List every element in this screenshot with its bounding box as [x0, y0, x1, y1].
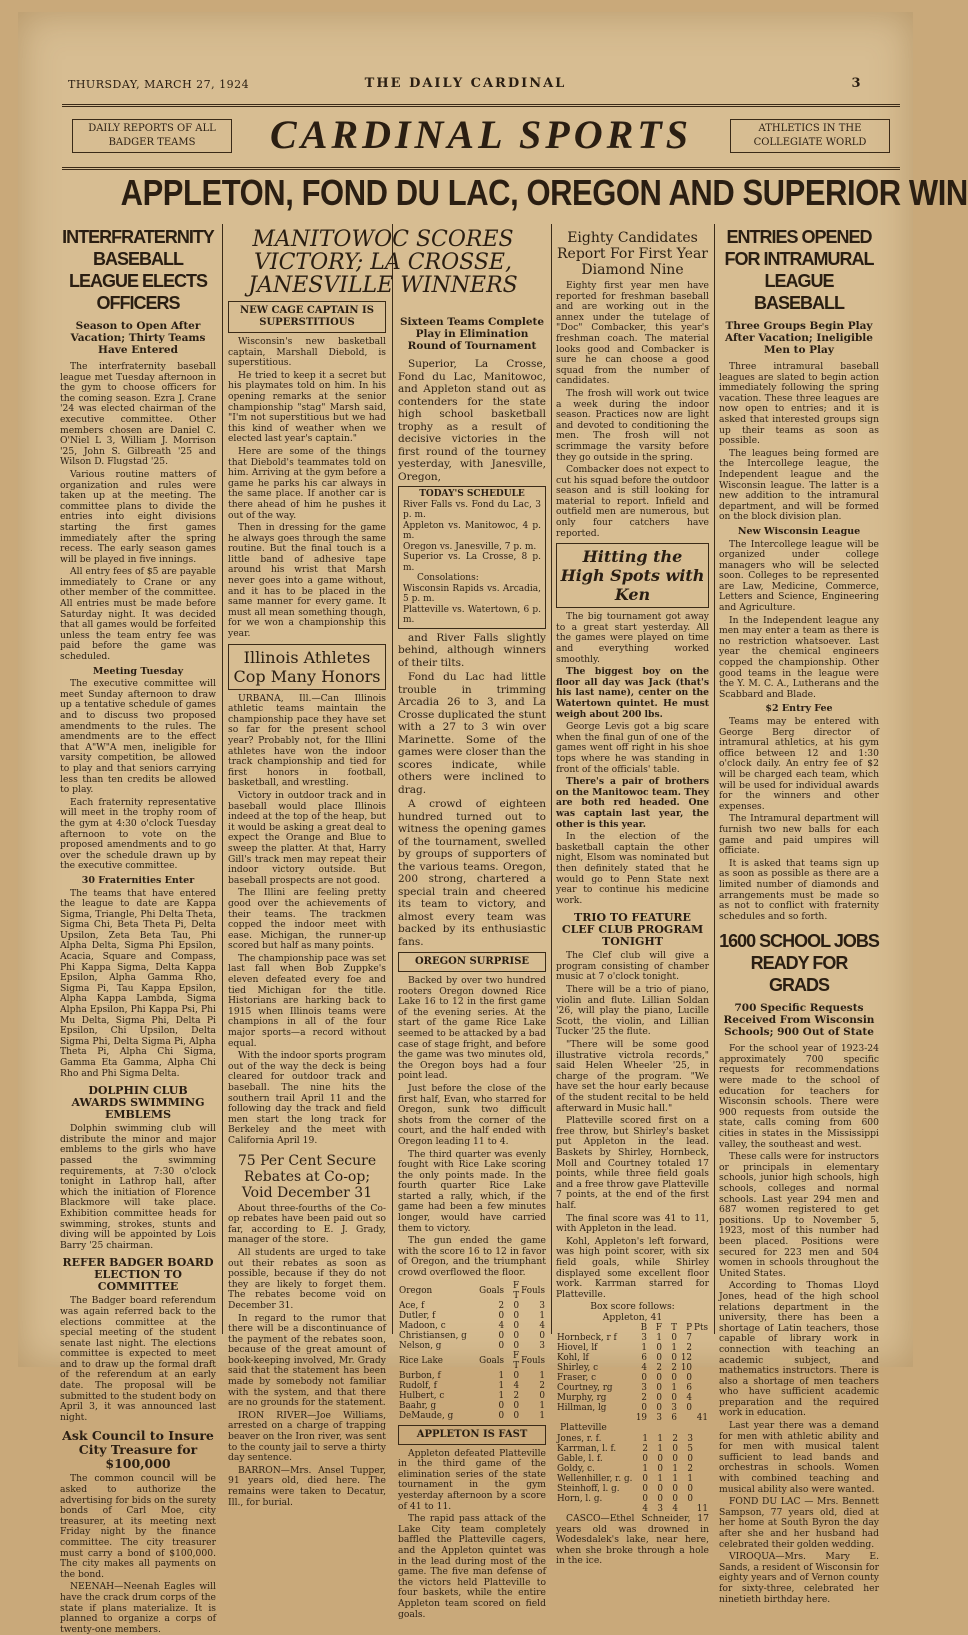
- column-1: [60, 224, 216, 1635]
- paragraph: Victory in outdoor track and in baseball would place Illinois indeed at the top of the heap, but it would be asking a great deal to expect the Orange and Blue to sweep the platter. At that, Harry Gill's track men may repeat their indoor victory outside. But baseball prospects are not good.: [228, 789, 386, 886]
- masthead-title: CARDINAL SPORTS: [270, 112, 692, 157]
- paragraph: Kohl, Appleton's left forward, was high point scorer, with six field goals, while Shirley displayed some excellent floor work. Karrman starred for Platteville.: [556, 1235, 709, 1300]
- box-score-row: Nelson, g 0 0 3: [399, 1340, 545, 1351]
- paragraph: The biggest boy on the floor all day was Jack (that's his last name), center on the Watertown quintet. He must weigh about 200 lbs.: [556, 666, 709, 720]
- paragraph: The championship pace was set last fall when Bob Zuppke's eleven defeated every foe and tied Michigan for the title. Historians are harking back to 1915 when Illinois teams were champions in all of the four major sports—a record without equal.: [228, 952, 386, 1049]
- subhead: $2 Entry Fee: [765, 703, 833, 715]
- paragraph: The final score was 41 to 11, with Appleton in the lead.: [556, 1212, 709, 1235]
- folio-date: THURSDAY, MARCH 27, 1924: [68, 78, 250, 91]
- box-score-row: Burbon, f 1 0 1: [399, 1370, 545, 1381]
- box-score-row: Horn, l. g. 0 0 0 0: [557, 1494, 693, 1505]
- box-score-row: Rudolf, f 1 4 2: [399, 1380, 545, 1391]
- box-score-total: 19 3 6 41: [635, 1413, 708, 1424]
- paragraph: In the Independent league any men may enter a team as there is no restriction whatsoever. Last year the chemical engineers copped the championship. Other good teams in the league were the Y. M. C. A., Lutherans and the Scabbard and Blade.: [719, 614, 879, 700]
- paragraph: Teams may be entered with George Berg director of intramural athletics, at his gym office between 12 and 1:30 o'clock daily. An entry fee of $2 will be charged each team, which will be used for individual awards for the winners and other expenses.: [719, 716, 879, 812]
- box-score-header: Oregon Goals F T Fouls: [399, 1280, 545, 1301]
- box-score-row: Wellenhiller, r. g. 0 1 1 1: [557, 1474, 693, 1485]
- paragraph: The third quarter was evenly fought with Rice Lake scoring the only points made. In the fourth quarter Rice Lake started a rally, which, if the game had been a few minutes longer, would have carried them to victory.: [398, 1148, 546, 1234]
- headline-co-op-rebates: 75 Per Cent Secure Rebates at Co-op; Void December 31: [237, 1152, 377, 1201]
- paragraph: NEENAH—Neenah Eagles will have the crack drum corps of the state if plans materialize. It is planned to organize a corps of twenty-one members.: [60, 1581, 216, 1635]
- paragraph: Backed by over two hundred rooters Oregon downed Rice Lake 16 to 12 in the first game of the evening series. At the start of the game Rice Lake seemed to be attacked by a bad case of stage fright, and before the game was two minutes old, the Oregon boys had a four point lead.: [398, 975, 546, 1082]
- paragraph: FOND DU LAC — Mrs. Bennett Sampson, 77 years old, died at her home at South Byron the day after she and her husband had celebrated their golden wedding.: [719, 1496, 879, 1550]
- folio-paper-name: THE DAILY CARDINAL: [364, 76, 567, 91]
- column-rule: [714, 224, 715, 1334]
- paragraph: Appleton defeated Platteville in the third game of the elimination series of the state tournament in the gym yesterday afternoon by a score of 41 to 11.: [398, 1447, 546, 1512]
- oregon-box-score: [398, 1281, 546, 1421]
- folio-page-number: 3: [851, 76, 861, 91]
- box-oregon-surprise: OREGON SURPRISE: [398, 952, 546, 972]
- paragraph: CASCO—Ethel Schneider, 17 years old was drowned in Wodesdalek's lake, near here, when she broke through a hole in the ice.: [556, 1513, 709, 1567]
- platteville-box-title: Platteville: [560, 1422, 607, 1434]
- column-3: [398, 312, 546, 1620]
- paragraph: The Intercollege league will be organized under college managers who will be selected soon. Colleges to be represented are Law, Medicine, Commerce, Letters and Science, Engineering and Agriculture.: [719, 538, 879, 614]
- box-score-row: Hornbeck, r f 3 1 0 7: [557, 1333, 693, 1344]
- box-illinois-athletes: Illinois Athletes Cop Many Honors: [228, 644, 386, 690]
- column-5: [719, 224, 879, 1605]
- schedule-title: TODAY'S SCHEDULE: [419, 489, 525, 499]
- deck-intramural: Three Groups Begin Play After Vacation; Ineligible Men to Play: [725, 320, 873, 356]
- box-score-row: Gable, l. f. 0 0 0 0: [557, 1454, 693, 1465]
- headline-manitowoc: MANITOWOC SCORES VICTORY; LA CROSSE, JANESVILLE WINNERS: [248, 227, 518, 298]
- box-score-row: Murphy, rg 2 0 0 4: [557, 1393, 693, 1404]
- headline-school-jobs: 1600 SCHOOL JOBS READY FOR GRADS: [719, 931, 879, 996]
- paragraph: The teams that have entered the league to date are Kappa Sigma, Triangle, Phi Delta Theta, Sigma Chi, Beta Theta Pi, Delta Upsilon, Zeta Beta Tau, Phi Alpha Delta, Sigma Phi Epsilon, Acacia, Square and Compass, Phi Kappa Sigma, Delta Kappa Epsilon, Alpha Gamma Rho, Sigma Pi, Tau Kappa Epsilon, Alpha Kappa Lambda, Sigma Alpha Epsilon, Phi Kappa Psi, Phi Mu Delta, Sigma Phi, Delta Pi Epsilon, Chi Upsilon, Delta Sigma Phi, Delta Sigma Pi, Alpha Theta Pi, Alpha Chi Sigma, Gamma Eta Gamma, Alpha Chi Rho and Phi Sigma Delta.: [60, 887, 216, 1079]
- paragraph: The Clef club will give a program consisting of chamber music at 7 o'clock tonight.: [556, 950, 709, 983]
- column-4: [556, 224, 709, 1567]
- masthead: [62, 104, 900, 170]
- paragraph: Fond du Lac had little trouble in trimming Arcadia 26 to 3, and La Crosse duplicated the stunt with a 27 to 3 win over Marinette. Some of the games were closer than the scores indicate, while others were inclined to drag.: [398, 671, 546, 796]
- schedule-line: Superior vs. La Crosse, 8 p. m.: [403, 552, 541, 573]
- paragraph: Eighty first year men have reported for freshman baseball and are working out in the annex under the tutelage of "Doc" Combacker, this year's freshman coach. The material looks good and Combacker is sure he can choose a good squad from the number of candidates.: [556, 280, 709, 387]
- todays-schedule-box: [398, 486, 546, 629]
- paragraph: Last year there was a demand for men with athletic ability and for men with musical talent sufficient to lead bands and orchestras in schools. Women with combined teaching and musical ability also were wanted.: [719, 1420, 879, 1495]
- box-score-row: Goldy, c. 1 0 1 2: [557, 1464, 693, 1475]
- paragraph: According to Thomas Lloyd Jones, head of the high school relations department in the university, there has been a shortage of Latin teachers, those capable of library work in connection with teaching an academic subject, and mathematics instructors. There is also a shortage of men teachers who have sufficient academic preparation and the required work in education.: [719, 1280, 879, 1419]
- box-score-row: Dutler, f 0 0 1: [399, 1310, 545, 1321]
- deck-interfraternity: Season to Open After Vacation; Thirty Teams Have Entered: [70, 320, 206, 356]
- paragraph: In the election of the basketball captain the other night, Elsom was nominated but then definitely stated that he would go to Penn State next year to continue his medicine work.: [556, 831, 709, 906]
- paragraph: The gun ended the game with the score 16 to 12 in favor of Oregon, and the triumphant crowd overflowed the floor.: [398, 1235, 546, 1279]
- paragraph: All students are urged to take out their rebates as soon as possible, because if they do not they are likely to forget them. The rebates become void on December 31.: [228, 1246, 386, 1311]
- deck-sixteen-teams: Sixteen Teams Complete Play in Elimination Round of Tournament: [399, 316, 545, 352]
- box-score-row: Madoon, c 4 0 4: [399, 1320, 545, 1331]
- paragraph: The common council will be asked to authorize the advertising for bids on the surety bonds of Carl Moe, city treasurer, at its meeting next Friday night by the finance committee. The city treasurer must carry a bond of $100,000. The city makes all payments on the bond.: [60, 1473, 216, 1580]
- subhead: Meeting Tuesday: [92, 665, 184, 677]
- box-score-row: Courtney, rg 3 0 1 6: [557, 1383, 693, 1394]
- box-appleton-fast: APPLETON IS FAST: [398, 1425, 546, 1445]
- paragraph: With the indoor sports program out of the way the deck is being cleared for outdoor track and baseball. The nine hits the southern trail April 11 and the following day the track and field men start the long track for Berkeley and the meet with California April 19.: [228, 1050, 386, 1146]
- paragraph: The big tournament got away to a great start yesterday. All the games were played on time and everything worked smoothly.: [556, 611, 709, 665]
- schedule-line: Appleton vs. Manitowoc, 4 p. m.: [403, 520, 541, 541]
- column-rule: [392, 224, 393, 1334]
- paragraph: The Intramural department will furnish two new balls for each game and paid umpires will officiate.: [719, 813, 879, 857]
- paragraph: All entry fees of $5 are payable immediately to Crane or any other member of the committee. All entries must be made before Saturday night. It was decided that all games would be forfeited unless the team entry fee was paid before the game was scheduled.: [60, 566, 216, 663]
- newspaper-page: [18, 12, 968, 1635]
- headline-entries-opened: ENTRIES OPENED FOR INTRAMURAL LEAGUE BASEBALL: [724, 227, 874, 313]
- schedule-line: Consolations:: [417, 573, 479, 583]
- paragraph: VIROQUA—Mrs. Mary E. Sands, a resident of Wisconsin for eighty years and of Vernon county for sixty-three, celebrated her ninetieth birthday here.: [719, 1551, 879, 1605]
- box-score-row: Kohl, lf 6 0 0 12: [557, 1353, 693, 1364]
- box-score-row: Hiovel, lf 1 0 1 2: [557, 1343, 693, 1354]
- paragraph: Superior, La Crosse, Fond du Lac, Manitowoc, and Appleton stand out as contenders for the state high school basketball trophy as a result of decisive victories in the first round of the tourney yesterday, with Janesville, Oregon,: [398, 358, 546, 483]
- masthead-right-ear: ATHLETICS IN THE COLLEGIATE WORLD: [730, 119, 890, 153]
- paragraph: Dolphin swimming club will distribute the minor and major emblems to the girls who have passed the swimming requirements, at 7:30 o'clock tonight in Lathrop hall, after which the initiation of Florence Blackmore will take place. Exhibition committee heads for swimming, strokes, stunts and diving will be appointed by Lois Barry '25 chairman.: [60, 1123, 216, 1251]
- box-score-row: Christiansen, g 0 0 0: [399, 1330, 545, 1341]
- paragraph: There will be a trio of piano, violin and flute. Lillian Soldan '26, will play the piano, Lucille Scott, the violin, and Lillian Tucker '25 the flute.: [556, 984, 709, 1038]
- box-score-row: Hulbert, c 1 2 0: [399, 1390, 545, 1401]
- box-score-row: Karrman, l. f. 2 1 0 5: [557, 1444, 693, 1455]
- schedule-line: Platteville vs. Watertown, 6 p. m.: [403, 604, 541, 625]
- box-hitting-high-spots: Hitting the High Spots with Ken: [556, 543, 709, 608]
- paragraph: BARRON—Mrs. Ansel Tupper, 91 years old, died here. The remains were taken to Decatur, Ill., for burial.: [228, 1464, 386, 1508]
- paragraph: Each fraternity representative will meet in the trophy room of the gym at 4:30 o'clock Tuesday afternoon to vote on the proposed amendments and to go over the schedule drawn up by the executive committee.: [60, 796, 216, 872]
- paragraph: The executive committee will meet Sunday afternoon to draw up a tentative schedule of games and to discuss two proposed amendments to the rules. The amendments are to the effect that A"W"A men, ineligible for varsity competition, be allowed to play and that seniors carrying less than ten credits be allowed to play.: [60, 678, 216, 796]
- schedule-line: Oregon vs. Janesville, 7 p. m.: [403, 541, 537, 552]
- paragraph: The rapid pass attack of the Lake City team completely baffled the Platteville cagers, and the Appleton quintet was in the lead during most of the game. The five man defense of the victors held Platteville to four baskets, while the entire Appleton team scored on field goals.: [398, 1513, 546, 1620]
- box-score-row: Shirley, c 4 2 2 10: [557, 1363, 693, 1374]
- paragraph: Various routine matters of organization and rules were taken up at the meeting. The committee plans to divide the entries into eight divisions starting the first games immediately after the spring recess. The early season games will be played in five innings.: [60, 468, 216, 565]
- box-score-row: Fraser, c 0 0 0 0: [557, 1373, 693, 1384]
- paragraph: Then in dressing for the game he always goes through the same routine. But the final touch is a little band of adhesive tape around his wrist that Marsh never goes into a game without, and it has to be placed in the same manner for every game. It must all mean something though, for we won a championship this year.: [228, 522, 386, 640]
- paragraph: There's a pair of brothers on the Manitowoc team. They are both red headed. One was captain last year, the other is this year.: [556, 776, 709, 830]
- masthead-left-ear: DAILY REPORTS OF ALL BADGER TEAMS: [72, 119, 232, 153]
- paragraph: For the school year of 1923-24 approximately 700 specific requests for recommendations were made to the school of education for teachers for Wisconsin schools. There were 900 requests from outside the state, calls coming from 600 cities in states in the Mississippi valley, the southeast and west.: [719, 1043, 879, 1150]
- box-score-row: Baahr, g 0 0 1: [399, 1400, 545, 1411]
- deck-school-jobs: 700 Specific Requests Received From Wisconsin Schools; 900 Out of State: [723, 1002, 875, 1039]
- box-score-intro: Box score follows:: [590, 1301, 675, 1313]
- schedule-line: River Falls vs. Fond du Lac, 3 p. m.: [403, 499, 541, 520]
- box-score-row: Jones, r. f. 1 1 2 3: [557, 1434, 693, 1445]
- paragraph: Combacker does not expect to cut his squad before the outdoor season and is still looking for material to report. Infield and outfield men are numerous, but only four catchers have reported.: [556, 464, 709, 539]
- box-score-row: Ace, f 2 0 3: [399, 1300, 545, 1311]
- column-rule: [222, 224, 223, 1334]
- headline-eighty-candidates: Eighty Candidates Report For First Year Diamond Nine: [557, 230, 708, 278]
- box-score-row: Hillman, lg 0 0 3 0: [557, 1403, 693, 1414]
- banner-headline: APPLETON, FOND DU LAC, OREGON AND SUPERIOR WIN: [120, 172, 968, 213]
- paragraph: Just before the close of the first half, Evan, who starred for Oregon, sunk two difficult shots from the corner of the court, and the half ended with Oregon leading 11 to 4.: [398, 1082, 546, 1147]
- appleton-box-title: Appleton, 41: [602, 1311, 663, 1323]
- headline-dolphin-club: DOLPHIN CLUB AWARDS SWIMMING EMBLEMS: [71, 1084, 205, 1122]
- paragraph: Wisconsin's new basketball captain, Marshall Diebold, is superstitious.: [228, 336, 386, 369]
- appleton-box-score: [556, 1323, 709, 1423]
- paragraph: Three intramural baseball leagues are slated to begin action immediately following the spring vacation. These three leagues are now open to entries; and it is asked that interested groups sign up their teams as soon as possible.: [719, 361, 879, 447]
- box-score-total: 4 3 4 11: [642, 1504, 708, 1515]
- box-cage-captain: NEW CAGE CAPTAIN IS SUPERSTITIOUS: [228, 301, 386, 333]
- paragraph: These calls were for instructors or principals in elementary schools, junior high schools, high schools, colleges and normal schools. Last year 294 men and 687 women registered to get positions. Up to November 5, 1923, most of this number had been placed. Positions were secured for 223 men and 504 women in schools throughout the United States.: [719, 1151, 879, 1279]
- column-rule: [551, 224, 552, 1334]
- paragraph: The interfraternity baseball league met Tuesday afternoon in the gym to choose officers for the coming season. Ezra J. Crane '24 was elected chairman of the executive committee. Other members chosen are Daniel C. O'Niel L 3, William J. Morrison '25, John S. Gilbreath '25 and Wilson D. Flugstad '25.: [60, 361, 216, 468]
- headline-badger-board: REFER BADGER BOARD ELECTION TO COMMITTEE: [62, 1256, 214, 1294]
- paragraph: The frosh will work out twice a week during the indoor season. Practices now are light and devoted to conditioning the men. The frosh will not scrimmage the varsity before they go outside in the spring.: [556, 387, 709, 463]
- paragraph: He tried to keep it a secret but his playmates told on him. In his opening remarks at the senior championship "stag" Marsh said, "I'm not superstitious but we had this kind of weather when we elected last year's captain.": [228, 369, 386, 445]
- schedule-line: Wisconsin Rapids vs. Arcadia, 5 p. m.: [403, 583, 541, 604]
- paragraph: George Levis got a big scare when the final gun of one of the games went off right in his shoe tops where he was standing in front of the officials' table.: [556, 721, 709, 775]
- box-score-header: B F T P Pts: [640, 1323, 708, 1334]
- platteville-box-score: [556, 1434, 709, 1514]
- paragraph: A crowd of eighteen hundred turned out to witness the opening games of the tournament, swelled by groups of supporters of the various teams. Oregon, 200 strong, chartered a special train and cheered its team to victory, and almost every team was backed by its enthusiastic fans.: [398, 798, 546, 948]
- paragraph: The leagues being formed are the Intercollege league, the Independent league and the Wisconsin league. The latter is a new addition to the intramural department, and will be formed on the block division plan.: [719, 447, 879, 523]
- headline-interfraternity: INTERFRATERNITY BASEBALL LEAGUE ELECTS OFFICERS: [62, 227, 214, 313]
- headline-city-treasure: Ask Council to Insure City Treasure for $100,000: [62, 1428, 214, 1472]
- paragraph: and River Falls slightly behind, although winners of their tilts.: [398, 631, 546, 669]
- box-score-row: Steinhoff, l. g. 0 0 0 0: [557, 1484, 693, 1495]
- paragraph: URBANA, Ill.—Can Illinois athletic teams maintain the championship pace they have set so far for the present school year? Probably not, for the Illini athletes have won the indoor track championship and tied for first honors in football, basketball, and wrestling.: [228, 692, 386, 789]
- folio-line: [58, 76, 873, 94]
- paragraph: Here are some of the things that Diebold's teammates told on him. Arriving at the gym before a game he parks his car always in the same place. If another car is there ahead of him he pushes it out of the way.: [228, 445, 386, 521]
- subhead: 30 Fraternities Enter: [81, 874, 195, 886]
- paragraph: It is asked that teams sign up as soon as possible as there are a limited number of diamonds and arrangements must be made so as not to conflict with fraternity schedules and so forth.: [719, 857, 879, 922]
- box-score-header: Rice Lake Goals F T Fouls: [399, 1350, 545, 1371]
- paragraph: Platteville scored first on a free throw, but Shirley's basket put Appleton in the lead. Baskets by Shirley, Hornbeck, Moll and Courtney totaled 17 points, while three field goals and a free throw gave Platteville 7 points, at the end of the first half.: [556, 1115, 709, 1211]
- subhead: New Wisconsin League: [737, 525, 861, 537]
- paragraph: In regard to the rumor that there will be a discontinuance of the payment of the rebates soon, because of the great amount of book-keeping involved, Mr. Grady said that the statement has been made by somebody not familiar with the system, and that there are no grounds for the statement.: [228, 1312, 386, 1409]
- paragraph: The Badger board referendum was again referred back to the elections committee at the special meeting of the student senate last night. The elections committee is expected to meet and to draw up the formal draft of the referendum at an early date. The proposal will be submitted to the student body on April 3, it was announced last night.: [60, 1295, 216, 1423]
- headline-clef-club: TRIO TO FEATURE CLEF CLUB PROGRAM TONIGHT: [561, 911, 704, 949]
- paragraph: "There will be some good illustrative victrola records," said Helen Wheeler '25, in charge of the program. "We have set the hour early because of the student recital to be held afterward in Music hall.": [556, 1039, 709, 1114]
- paragraph: About three-fourths of the Co-op rebates have been paid out so far, according to E. J. Grady, manager of the store.: [228, 1202, 386, 1246]
- paragraph: IRON RIVER—Joe Williams, arrested on a charge of trapping beaver on the Iron river, was sent to the county jail to serve a thirty day sentence.: [228, 1409, 386, 1464]
- paragraph: The Illini are feeling pretty good over the achievements of their teams. The trackmen copped the indoor meet with ease. Michigan, the runner-up scored but half as many points.: [228, 887, 386, 952]
- box-score-row: DeMaude, g 0 0 1: [399, 1410, 545, 1421]
